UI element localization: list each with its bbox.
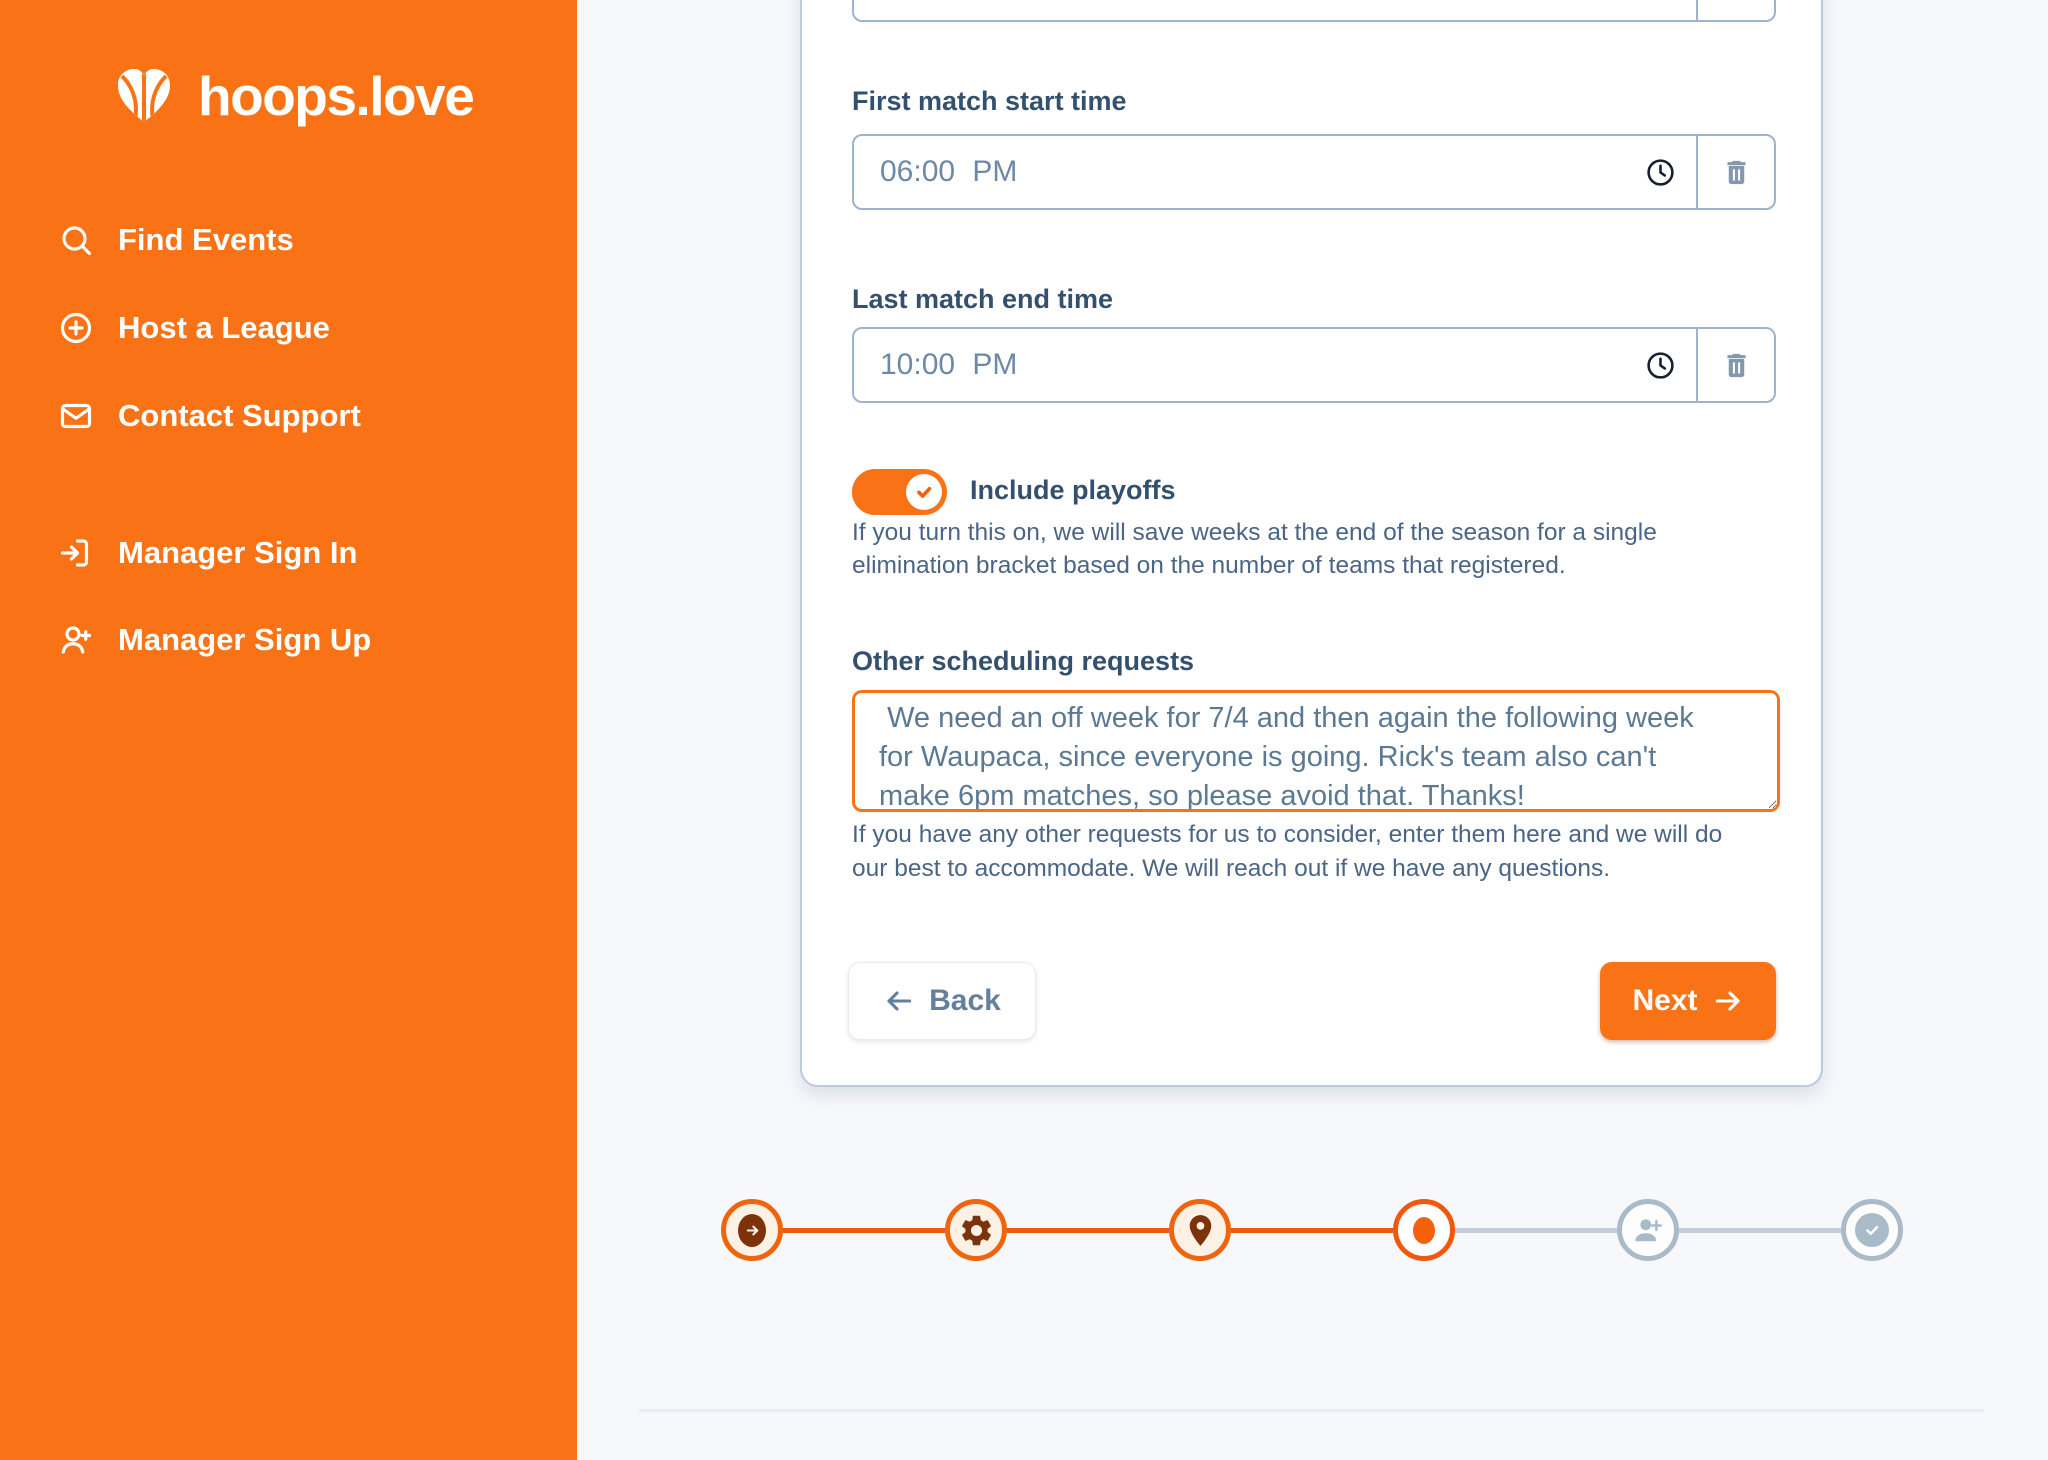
first-match-start-label: First match start time bbox=[852, 86, 1127, 116]
bottom-divider bbox=[639, 1409, 1984, 1412]
sidebar-item-label: Host a League bbox=[118, 310, 330, 345]
sign-in-icon bbox=[58, 535, 94, 571]
sidebar-item-label: Manager Sign Up bbox=[118, 622, 372, 657]
include-playoffs-toggle[interactable] bbox=[852, 469, 947, 515]
playoffs-description bbox=[852, 516, 1657, 582]
check-icon bbox=[913, 481, 935, 503]
time-value: 06:00 PM bbox=[880, 155, 1018, 188]
clock-icon[interactable] bbox=[1645, 157, 1676, 188]
arrow-right-icon bbox=[1712, 985, 1744, 1017]
playoffs-description-line: elimination bracket based on the number of teams that registered. bbox=[852, 552, 1566, 579]
stepper-connector bbox=[1231, 1228, 1393, 1233]
trash-icon bbox=[1721, 157, 1752, 188]
progress-stepper bbox=[721, 1199, 1903, 1261]
playoffs-description-line: If you turn this on, we will save weeks at the end of the season for a single bbox=[852, 519, 1657, 546]
other-requests-help-line: our best to accommodate. We will reach out if we have any questions. bbox=[852, 854, 1611, 882]
sidebar bbox=[0, 0, 577, 1460]
sidebar-item-label: Find Events bbox=[118, 222, 294, 257]
cutoff-delete-button[interactable] bbox=[1698, 0, 1774, 20]
delete-time-button[interactable] bbox=[1698, 136, 1774, 208]
map-pin-icon bbox=[1182, 1212, 1219, 1249]
brand-logo[interactable] bbox=[112, 64, 473, 128]
plus-circle-icon bbox=[58, 310, 94, 346]
other-requests-textarea[interactable] bbox=[852, 690, 1780, 812]
sidebar-item-label: Contact Support bbox=[118, 398, 361, 433]
stepper-connector bbox=[1007, 1228, 1169, 1233]
sidebar-item-manager-sign-in[interactable] bbox=[58, 531, 357, 575]
sidebar-item-contact-support[interactable] bbox=[58, 394, 361, 438]
other-requests-label: Other scheduling requests bbox=[852, 646, 1195, 676]
cutoff-field-group bbox=[852, 0, 1776, 22]
back-button-label: Back bbox=[929, 984, 1001, 1017]
trash-icon bbox=[1721, 350, 1752, 381]
brand-name: hoops.love bbox=[198, 65, 474, 127]
step-participants[interactable] bbox=[1617, 1199, 1679, 1261]
step-start[interactable] bbox=[721, 1199, 783, 1261]
step-location[interactable] bbox=[1169, 1199, 1231, 1261]
include-playoffs-label: Include playoffs bbox=[970, 475, 1176, 505]
arrow-left-icon bbox=[883, 985, 915, 1017]
schedule-form-card bbox=[800, 0, 1823, 1087]
first-match-start-group bbox=[852, 134, 1776, 210]
last-match-end-group bbox=[852, 327, 1776, 403]
other-requests-help-line: If you have any other requests for us to consider, enter them here and we will do bbox=[852, 821, 1723, 848]
stepper-connector bbox=[783, 1228, 945, 1233]
dot-icon bbox=[1413, 1217, 1435, 1244]
user-plus-icon bbox=[1630, 1212, 1666, 1248]
back-button[interactable] bbox=[848, 962, 1036, 1040]
stepper-connector bbox=[1679, 1228, 1841, 1233]
delete-time-button[interactable] bbox=[1698, 329, 1774, 401]
clock-icon[interactable] bbox=[1645, 350, 1676, 381]
user-plus-icon bbox=[58, 622, 94, 658]
last-match-end-input[interactable] bbox=[854, 329, 1698, 401]
step-schedule-current[interactable] bbox=[1393, 1199, 1455, 1261]
envelope-icon bbox=[58, 398, 94, 434]
toggle-knob bbox=[906, 474, 942, 510]
other-requests-help bbox=[852, 818, 1722, 885]
basketball-heart-icon bbox=[112, 64, 176, 128]
last-match-end-label: Last match end time bbox=[852, 284, 1114, 314]
sidebar-item-host-league[interactable] bbox=[58, 306, 330, 350]
cutoff-field-input[interactable] bbox=[854, 0, 1698, 20]
step-confirm[interactable] bbox=[1841, 1199, 1903, 1261]
step-settings[interactable] bbox=[945, 1199, 1007, 1261]
time-value: 10:00 PM bbox=[880, 348, 1018, 381]
sidebar-item-manager-sign-up[interactable] bbox=[58, 618, 371, 662]
first-match-start-input[interactable] bbox=[854, 136, 1698, 208]
next-button-label: Next bbox=[1632, 984, 1698, 1017]
next-button[interactable] bbox=[1600, 962, 1776, 1040]
stepper-connector bbox=[1455, 1228, 1617, 1233]
arrow-right-circle-icon bbox=[738, 1214, 766, 1247]
search-icon bbox=[58, 222, 94, 258]
sidebar-item-find-events[interactable] bbox=[58, 218, 294, 262]
gear-icon bbox=[958, 1212, 995, 1249]
check-circle-icon bbox=[1855, 1213, 1889, 1247]
sidebar-item-label: Manager Sign In bbox=[118, 535, 358, 570]
